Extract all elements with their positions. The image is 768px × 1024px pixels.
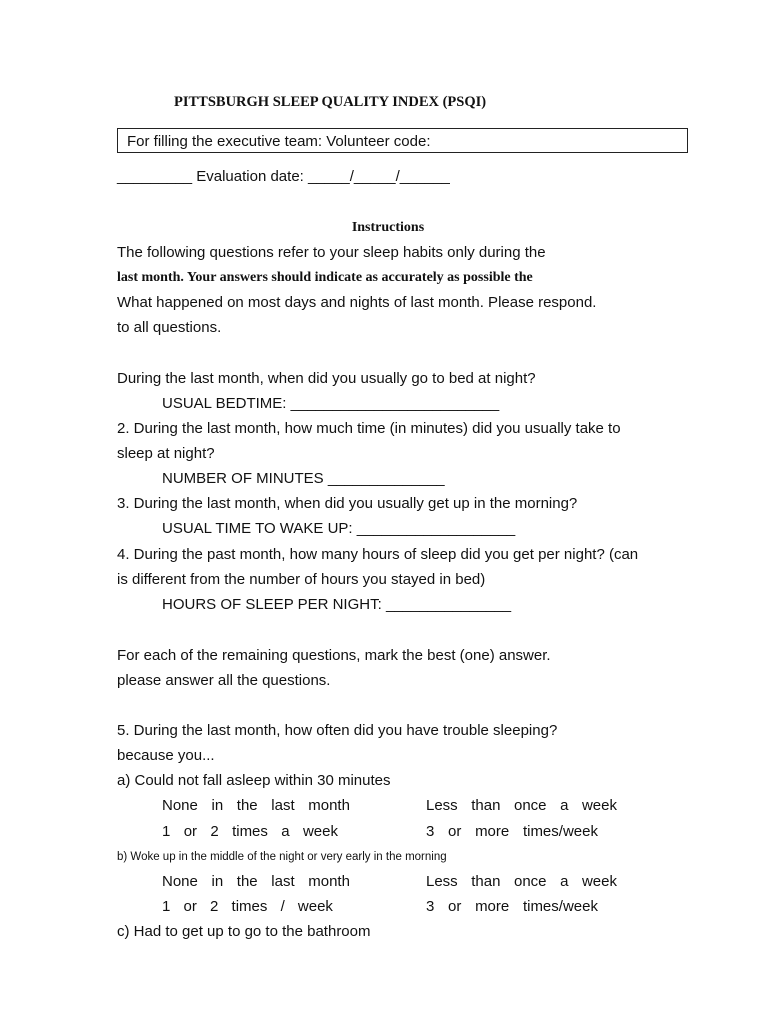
option-word: than (471, 797, 501, 814)
q5b-option-1-or-2[interactable] (162, 898, 333, 916)
question-2-line-1: 2. During the last month, how much time (in minutes) did you usually take to (117, 420, 621, 437)
option-word: or (448, 823, 462, 840)
option-word: more (475, 823, 510, 840)
option-word: a (560, 873, 569, 890)
question-1-text: During the last month, when did you usually go to bed at night? (117, 370, 536, 387)
document-title: PITTSBURGH SLEEP QUALITY INDEX (PSQI) (174, 94, 487, 110)
option-word: week (581, 797, 617, 814)
executive-box-label: For filling the executive team: Volunteer code: (127, 133, 431, 150)
option-word: week (302, 823, 338, 840)
option-word: times/week (522, 898, 598, 915)
q5a-option-less-than-once[interactable] (426, 797, 617, 815)
option-word: 1 (162, 823, 171, 840)
question-4-line-2: is different from the number of hours you stayed in bed) (117, 571, 486, 588)
option-word: week (297, 898, 333, 915)
option-word: Less (426, 797, 458, 814)
remaining-instructions-line-1: For each of the remaining questions, mark the best (one) answer. (117, 647, 551, 664)
option-word: 3 (426, 898, 435, 915)
question-5b-text: b) Woke up in the middle of the night or very early in the morning (117, 851, 447, 863)
option-word: 1 (162, 898, 171, 915)
instructions-line-2: last month. Your answers should indicate as accurately as possible the (117, 270, 533, 285)
question-5c-text: c) Had to get up to go to the bathroom (117, 923, 371, 940)
option-word: 2 (210, 898, 219, 915)
option-word: the (236, 797, 258, 814)
instructions-heading: Instructions (351, 220, 425, 235)
executive-box (117, 128, 688, 153)
option-word: than (471, 873, 501, 890)
option-word: last (271, 797, 295, 814)
option-word: / (280, 898, 285, 915)
question-2-answer: NUMBER OF MINUTES ______________ (162, 470, 445, 487)
question-3-text: 3. During the last month, when did you usually get up in the morning? (117, 495, 578, 512)
option-word: month (308, 797, 350, 814)
question-3-answer: USUAL TIME TO WAKE UP: ___________________ (162, 520, 516, 537)
option-word: 2 (210, 823, 219, 840)
instructions-line-4: to all questions. (117, 319, 222, 336)
q5b-option-none[interactable] (162, 873, 350, 891)
question-5-line-2: because you... (117, 747, 215, 764)
option-word: or (183, 823, 198, 840)
question-2-line-2: sleep at night? (117, 445, 215, 462)
q5b-option-3-or-more[interactable] (426, 898, 598, 916)
question-1-answer: USUAL BEDTIME: _________________________ (162, 395, 500, 412)
question-4-answer: HOURS OF SLEEP PER NIGHT: _______________ (162, 596, 512, 613)
evaluation-date-line: _________ Evaluation date: _____/_____/______ (117, 168, 450, 185)
option-word: more (475, 898, 510, 915)
remaining-instructions-line-2: please answer all the questions. (117, 672, 331, 689)
option-word: times (231, 898, 268, 915)
option-word: or (183, 898, 197, 915)
option-word: 3 (426, 823, 435, 840)
option-word: times (232, 823, 268, 840)
option-word: None (162, 873, 198, 890)
option-word: in (211, 873, 224, 890)
option-word: once (513, 797, 547, 814)
option-word: in (211, 797, 224, 814)
q5a-option-none[interactable] (162, 797, 350, 815)
question-5a-text: a) Could not fall asleep within 30 minutes (117, 772, 391, 789)
question-5-line-1: 5. During the last month, how often did you have trouble sleeping? (117, 722, 558, 739)
option-word: None (162, 797, 198, 814)
option-word: week (581, 873, 617, 890)
instructions-line-1: The following questions refer to your sleep habits only during the (117, 244, 546, 261)
option-word: last (271, 873, 295, 890)
q5b-option-less-than-once[interactable] (426, 873, 617, 891)
option-word: or (448, 898, 462, 915)
option-word: the (236, 873, 258, 890)
q5a-option-1-or-2[interactable] (162, 823, 338, 841)
option-word: month (308, 873, 350, 890)
option-word: Less (426, 873, 458, 890)
instructions-line-3: What happened on most days and nights of last month. Please respond. (117, 294, 597, 311)
q5a-option-3-or-more[interactable] (426, 823, 598, 841)
option-word: once (513, 873, 547, 890)
option-word: a (560, 797, 569, 814)
question-4-line-1: 4. During the past month, how many hours of sleep did you get per night? (can (117, 546, 639, 563)
option-word: a (281, 823, 290, 840)
option-word: times/week (522, 823, 598, 840)
